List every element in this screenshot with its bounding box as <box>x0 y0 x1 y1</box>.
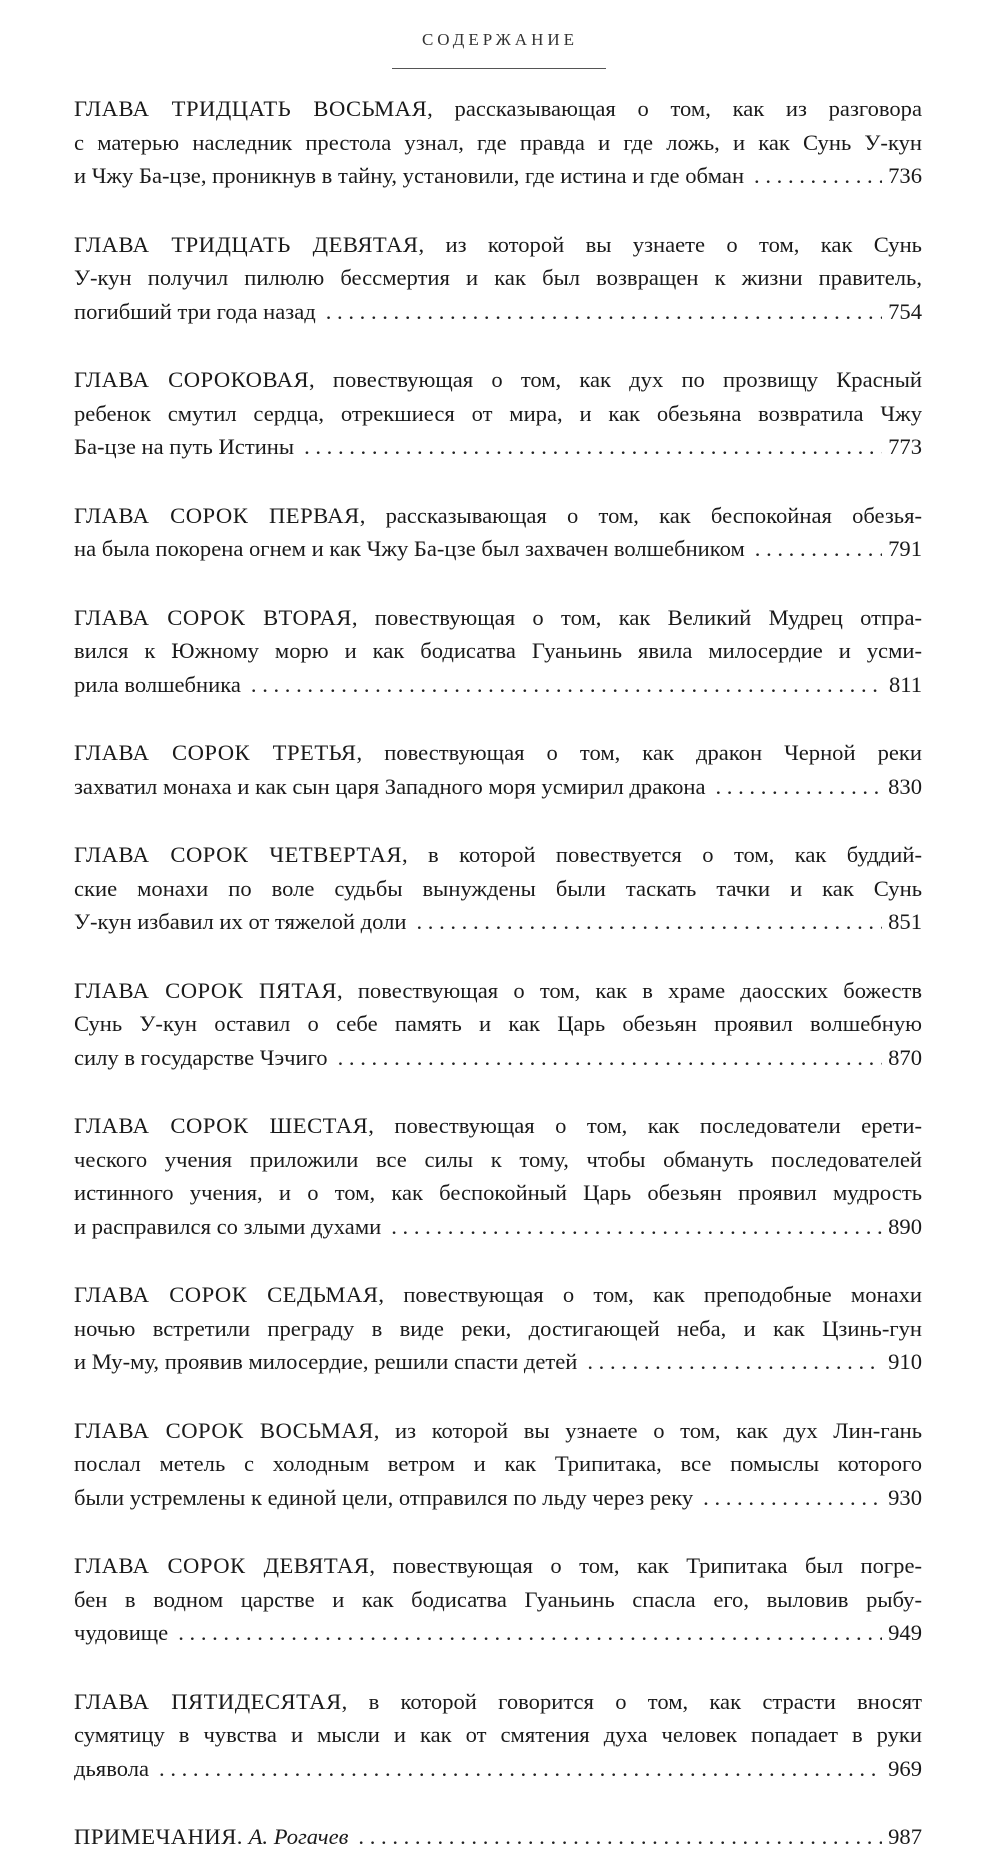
entry-line: ГЛАВА СОРОК ЧЕТВЕРТАЯ, в которой повествуется о том, как буддий- <box>74 842 922 867</box>
entry-description: истинного учения, и о том, как беспокойный Царь обезьян проявил мудрость <box>74 1180 922 1205</box>
entry-description: и Му-му, проявив милосердие, решили спасти детей <box>74 1349 578 1374</box>
page-number: 773 <box>888 434 922 459</box>
entry-text <box>74 601 922 702</box>
entry-line <box>74 1143 922 1177</box>
dot-leader <box>326 295 882 329</box>
entry-line: ГЛАВА СОРОК ВОСЬМАЯ, из которой вы узнаете о том, как дух Лин-гань <box>74 1417 923 1443</box>
entry-line <box>74 1616 922 1650</box>
entry-line: ГЛАВА СОРОК ПЕРВАЯ, рассказывающая о том, как беспокойная обезья- <box>74 502 923 528</box>
entry-line <box>74 397 922 431</box>
entry-line <box>74 1447 922 1481</box>
entry-text <box>74 974 922 1075</box>
chapter-title: ГЛАВА СОРОК ДЕВЯТАЯ <box>74 1553 370 1578</box>
page-number: 949 <box>888 1620 922 1645</box>
entry-line: ГЛАВА ТРИДЦАТЬ ДЕВЯТАЯ, из которой вы узнаете о том, как Сунь <box>74 231 922 257</box>
page-number: 870 <box>888 1044 922 1070</box>
entry-description: в которой говорится о том, как страсти вносят <box>368 1688 922 1714</box>
entry-text <box>74 363 922 464</box>
dot-leader <box>716 770 883 804</box>
toc-entry[interactable] <box>74 499 922 566</box>
entry-line <box>74 1820 922 1854</box>
page-number: 969 <box>888 1755 922 1781</box>
entry-description: с матерью наследник престола узнал, где правда и где ложь, и как Сунь У-кун <box>74 129 922 155</box>
entry-line <box>74 532 922 566</box>
toc-entry[interactable] <box>74 228 922 329</box>
entry-description: ские монахи по воле судьбы вынуждены были таскать тачки и как Сунь <box>74 875 922 901</box>
dot-leader <box>251 668 882 702</box>
toc-entry[interactable] <box>74 1414 922 1515</box>
entry-description: повествующая о том, как Великий Мудрец отпра- <box>374 604 922 630</box>
toc-entry[interactable] <box>74 1549 922 1650</box>
entry-text <box>74 838 922 939</box>
entry-description: бен в водном царстве и как бодисатва Гуаньинь спасла его, выловив рыбу- <box>74 1586 922 1612</box>
entry-description: повествующая о том, как последователи ерети- <box>394 1113 923 1138</box>
entry-description: и Чжу Ба-цзе, проникнув в тайну, установили, где истина и где обман <box>74 163 745 188</box>
entry-description: были устремлены к единой цели, отправился по льду через реку <box>74 1484 694 1510</box>
entry-description: сумятицу в чувства и мысли и как от смятения духа человек попадает в руки <box>74 1722 922 1747</box>
chapter-title: ГЛАВА СОРОК СЕДЬМАЯ <box>74 1282 379 1307</box>
entry-description: ребенок смутил сердца, отрекшиеся от мира, и как обезьяна возвратила Чжу <box>74 400 922 426</box>
page-number: 736 <box>888 163 922 188</box>
chapter-title: ГЛАВА СОРОК ЧЕТВЕРТАЯ <box>74 842 402 867</box>
chapter-title: ГЛАВА СОРОК ВТОРАЯ <box>74 604 352 630</box>
entry-description: захватил монаха и как сын царя Западного моря усмирил дракона <box>74 773 706 799</box>
chapter-title: ГЛАВА ТРИДЦАТЬ ВОСЬМАЯ <box>74 96 428 121</box>
entry-text <box>74 228 922 329</box>
entry-line <box>74 430 922 464</box>
entry-description: ночью встретили преграду в виде реки, достигающей неба, и как Цзинь-гун <box>74 1315 922 1341</box>
entry-line <box>74 770 922 804</box>
dot-leader <box>338 1041 882 1075</box>
dot-leader <box>416 905 882 939</box>
toc-entry[interactable] <box>74 1109 922 1243</box>
header-title: СОДЕРЖАНИЕ <box>421 30 579 49</box>
dot-leader <box>159 1752 882 1786</box>
page-number: 910 <box>888 1349 922 1374</box>
notes-author: А. Рогачев <box>248 1824 349 1849</box>
table-of-contents <box>74 92 922 1854</box>
entry-description: из которой вы узнаете о том, как дух Лин-гань <box>395 1417 923 1443</box>
chapter-title: ГЛАВА СОРОК ТРЕТЬЯ <box>74 740 357 765</box>
entry-line <box>74 126 922 160</box>
page-number: 811 <box>888 671 922 697</box>
chapter-title: ГЛАВА ТРИДЦАТЬ ДЕВЯТАЯ <box>74 231 419 257</box>
toc-entry[interactable] <box>74 1278 922 1379</box>
page-number: 851 <box>888 909 922 934</box>
entry-description: У-кун получил пилюлю бессмертия и как был возвращен к жизни правитель, <box>74 265 922 290</box>
chapter-title: ГЛАВА СОРОКОВАЯ <box>74 367 310 392</box>
page-number: 987 <box>888 1824 922 1849</box>
entry-line: ГЛАВА ТРИДЦАТЬ ВОСЬМАЯ, рассказывающая о том, как из разговора <box>74 96 923 121</box>
entry-description: рила волшебника <box>74 671 241 697</box>
entry-line <box>74 1041 922 1075</box>
entry-line: ГЛАВА ПЯТИДЕСЯТАЯ, в которой говорится о том, как страсти вносят <box>74 1688 922 1714</box>
entry-line <box>74 159 922 193</box>
entry-description: из которой вы узнаете о том, как Сунь <box>445 231 922 257</box>
notes-title: ПРИМЕЧАНИЯ. <box>74 1824 243 1849</box>
entry-description: Ба-цзе на путь Истины <box>74 434 295 459</box>
entry-line <box>74 1345 922 1379</box>
toc-entry[interactable] <box>74 1685 922 1786</box>
entry-line <box>74 1210 922 1244</box>
entry-line <box>74 295 922 329</box>
entry-line <box>74 1312 922 1346</box>
entry-line: ГЛАВА СОРОКОВАЯ, повествующая о том, как дух по прозвищу Красный <box>74 367 923 392</box>
entry-text <box>74 1685 922 1786</box>
entry-line: ГЛАВА СОРОК ВТОРАЯ, повествующая о том, как Великий Мудрец отпра- <box>74 604 922 630</box>
chapter-title: ГЛАВА СОРОК ВОСЬМАЯ <box>74 1417 374 1443</box>
entry-line: ГЛАВА СОРОК ТРЕТЬЯ, повествующая о том, как дракон Черной реки <box>74 740 923 765</box>
dot-leader <box>304 430 882 464</box>
toc-entry[interactable] <box>74 838 922 939</box>
entry-line: ГЛАВА СОРОК ШЕСТАЯ, повествующая о том, как последователи ерети- <box>74 1113 923 1138</box>
entry-text <box>74 1278 922 1379</box>
dot-leader <box>754 159 882 193</box>
entry-text <box>74 499 922 566</box>
page-header <box>0 30 1000 50</box>
entry-description: чудовище <box>74 1620 169 1645</box>
entry-line <box>74 1481 922 1515</box>
entry-description: рассказывающая о том, как из разговора <box>454 96 923 121</box>
entry-description: У-кун избавил их от тяжелой доли <box>74 909 407 934</box>
entry-text <box>74 92 922 193</box>
entry-description: и расправился со злыми духами <box>74 1213 382 1239</box>
chapter-title: ГЛАВА СОРОК ПЯТАЯ <box>74 977 337 1003</box>
entry-description: силу в государстве Чэчиго <box>74 1044 328 1070</box>
toc-entry[interactable] <box>74 92 922 193</box>
toc-entry[interactable] <box>74 974 922 1075</box>
entry-line: ГЛАВА СОРОК ПЯТАЯ, повествующая о том, как в храме даосских божеств <box>74 977 923 1003</box>
entry-description: Сунь У-кун оставил о себе память и как Царь обезьян проявил волшебную <box>74 1011 922 1036</box>
entry-line <box>74 261 922 295</box>
dot-leader <box>358 1820 882 1854</box>
entry-description: рассказывающая о том, как беспокойная обезья- <box>385 502 923 528</box>
entry-line <box>74 1176 922 1210</box>
entry-line <box>74 1752 922 1786</box>
page-number: 890 <box>888 1213 922 1239</box>
page-number: 930 <box>888 1484 922 1510</box>
entry-description: дьявола <box>74 1755 150 1781</box>
entry-line <box>74 668 922 702</box>
entry-line <box>74 1583 922 1617</box>
entry-line <box>74 1718 922 1752</box>
dot-leader <box>703 1481 882 1515</box>
chapter-title: ГЛАВА СОРОК ШЕСТАЯ <box>74 1113 369 1138</box>
entry-line <box>74 872 922 906</box>
entry-line: ГЛАВА СОРОК СЕДЬМАЯ, повествующая о том, как преподобные монахи <box>74 1282 923 1307</box>
toc-entry[interactable] <box>74 736 922 803</box>
entry-description: повествующая о том, как преподобные монахи <box>403 1282 923 1307</box>
toc-entry[interactable] <box>74 601 922 702</box>
entry-description: вился к Южному морю и как бодисатва Гуаньинь явила милосердие и усми- <box>74 638 922 663</box>
entry-text <box>74 1414 922 1515</box>
entry-description: послал метель с холодным ветром и как Трипитака, все помыслы которого <box>74 1451 922 1476</box>
chapter-title: ГЛАВА СОРОК ПЕРВАЯ <box>74 502 360 528</box>
entry-text <box>74 1549 922 1650</box>
dot-leader <box>755 532 882 566</box>
toc-entry[interactable] <box>74 363 922 464</box>
toc-entry-notes[interactable] <box>74 1820 922 1854</box>
chapter-title: ГЛАВА ПЯТИДЕСЯТАЯ <box>74 1688 342 1714</box>
dot-leader <box>587 1345 882 1379</box>
entry-description: в которой повествуется о том, как буддий- <box>428 842 922 867</box>
page-number: 830 <box>888 773 922 799</box>
entry-description: повествующая о том, как дракон Черной реки <box>384 740 923 765</box>
entry-description: погибший три года назад <box>74 298 316 324</box>
entry-description: повествующая о том, как в храме даосских божеств <box>357 977 923 1003</box>
header-rule <box>392 68 606 69</box>
dot-leader <box>391 1210 882 1244</box>
entry-description: на была покорена огнем и как Чжу Ба-цзе был захвачен волшебником <box>74 536 745 561</box>
entry-text <box>74 736 922 803</box>
page-number: 754 <box>888 298 922 324</box>
dot-leader <box>178 1616 882 1650</box>
entry-line <box>74 1007 922 1041</box>
entry-text <box>74 1109 922 1243</box>
entry-description: повествующая о том, как Трипитака был погре- <box>392 1553 923 1578</box>
entry-line <box>74 634 922 668</box>
entry-line: ГЛАВА СОРОК ДЕВЯТАЯ, повествующая о том, как Трипитака был погре- <box>74 1553 923 1578</box>
entry-line <box>74 905 922 939</box>
page-number: 791 <box>888 536 922 561</box>
entry-description: повествующая о том, как дух по прозвищу Красный <box>332 367 923 392</box>
entry-description: ческого учения приложили все силы к тому, чтобы обмануть последователей <box>74 1146 922 1172</box>
